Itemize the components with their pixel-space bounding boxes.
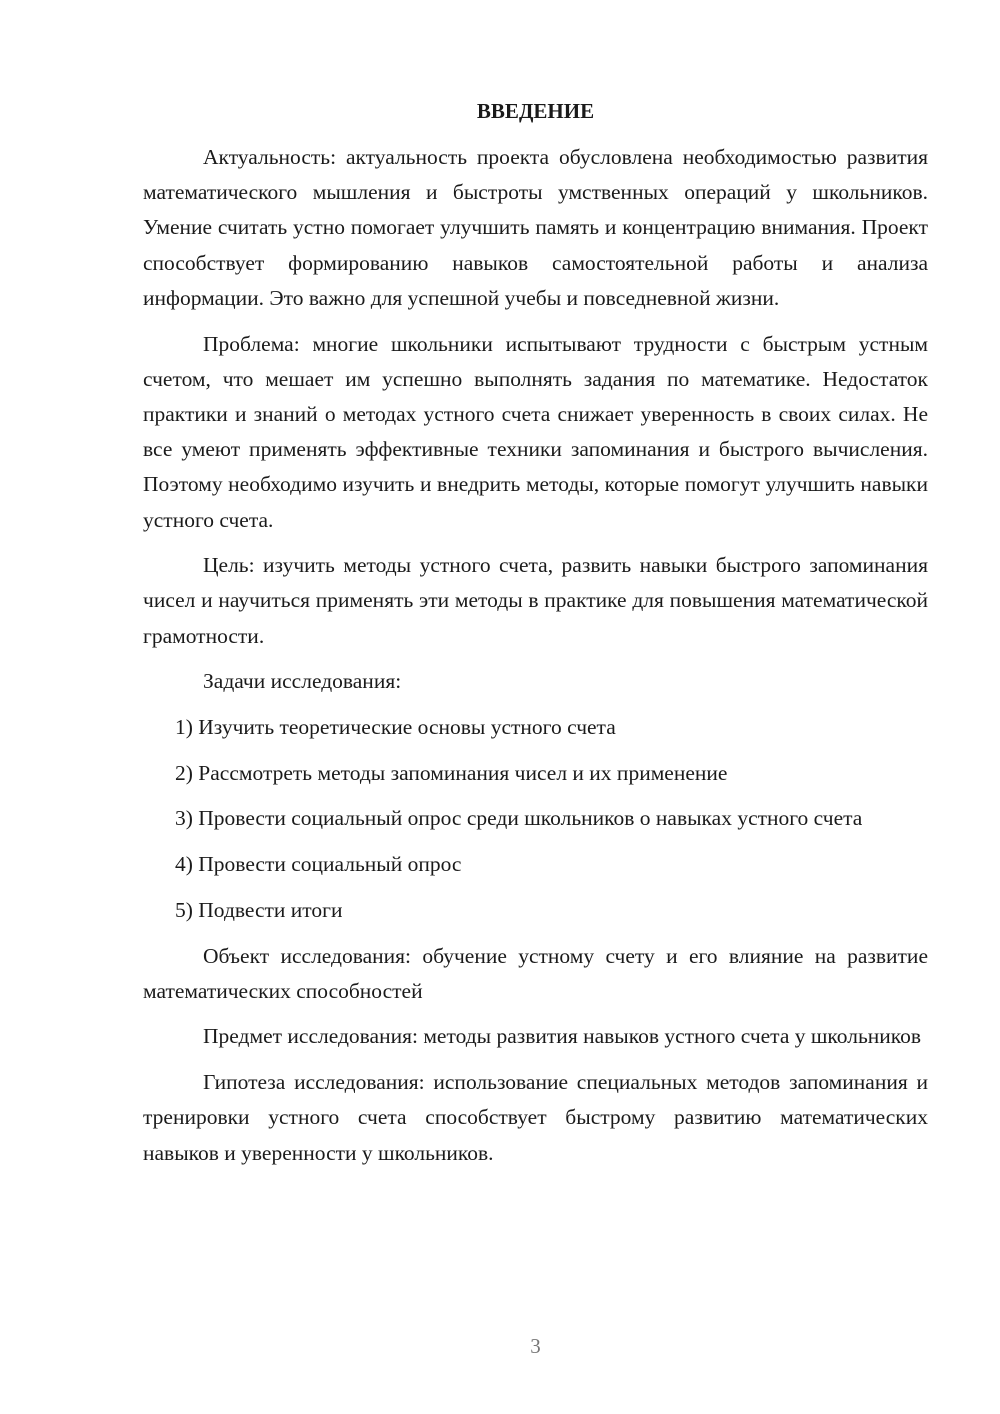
tasks-title: Задачи исследования:	[203, 669, 402, 694]
task-item-5: 5) Подвести итоги	[175, 897, 343, 922]
problem-paragraph: Проблема: многие школьники испытывают трудности с быстрым устным счетом, что мешает им успешно выполнять задания по математике. Недостаток практики и знаний о методах устного счета снижает уверенность в своих силах. Не все умеют применять эффективные техники запоминания и быстрого вычисления. Поэтому необходимо изучить и внедрить методы, которые помогут улучшить навыки устного счета.	[143, 331, 928, 532]
hypothesis-paragraph: Гипотеза исследования: использование специальных методов запоминания и тренировки устного счета способствует быстрому развитию математических навыков и уверенности у школьников.	[143, 1070, 928, 1165]
task-item-3: 3) Провести социальный опрос среди школьников о навыках устного счета	[175, 806, 863, 831]
relevance-paragraph: Актуальность: актуальность проекта обусловлена необходимостью развития математического мышления и быстроты умственных операций у школьников. Умение считать устно помогает улучшить память и концентрацию внимания. Проект способствует формированию навыков самостоятельной работы и анализа информации. Это важно для успешной учебы и повседневной жизни.	[143, 145, 928, 310]
subject-paragraph: Предмет исследования: методы развития навыков устного счета у школьников	[203, 1024, 922, 1049]
section-heading: ВВЕДЕНИЕ	[476, 99, 595, 123]
document-page	[143, 96, 928, 1181]
task-item-2: 2) Рассмотреть методы запоминания чисел и их применение	[175, 760, 728, 785]
page-number: 3	[530, 1334, 541, 1358]
task-item-4: 4) Провести социальный опрос	[175, 852, 462, 877]
object-paragraph: Объект исследования: обучение устному счету и его влияние на развитие математических способностей	[143, 943, 928, 1003]
task-item-1: 1) Изучить теоретические основы устного счета	[175, 715, 616, 740]
goal-paragraph: Цель: изучить методы устного счета, развить навыки быстрого запоминания чисел и научиться применять эти методы в практике для повышения математической грамотности.	[143, 553, 928, 648]
